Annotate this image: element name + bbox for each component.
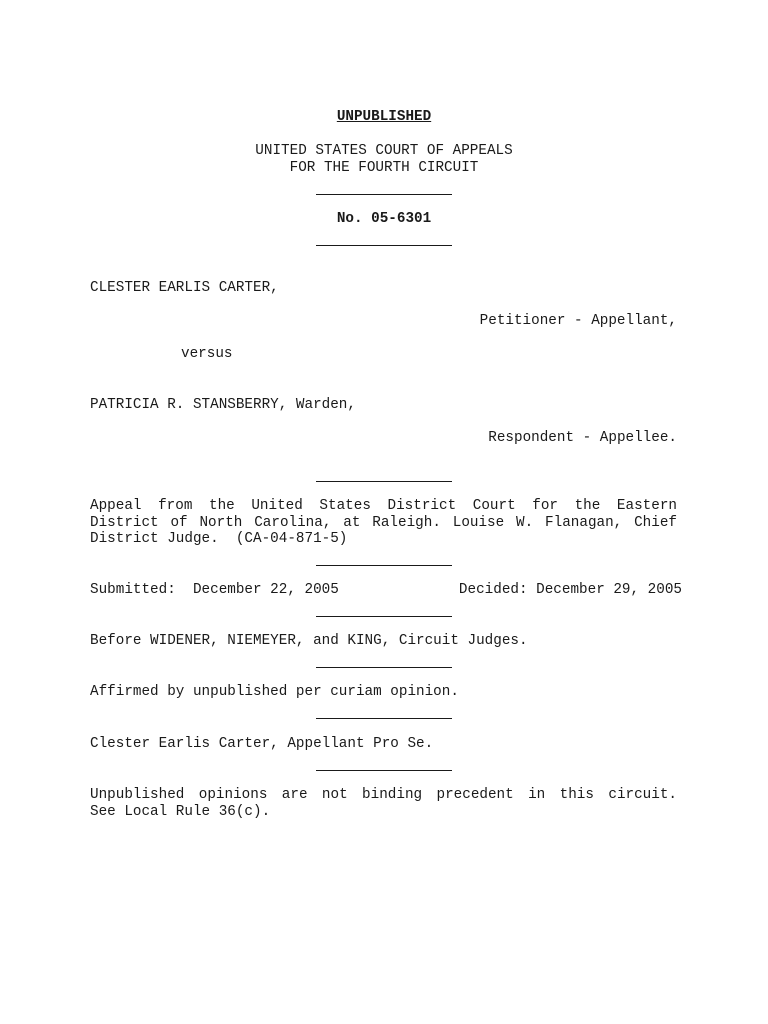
divider-rule [316,245,452,246]
appeal-line-2: District of North Carolina, at Raleigh. Louise W. Flanagan, Chief [90,515,677,531]
respondent-name: PATRICIA R. STANSBERRY, Warden, [90,397,356,413]
panel-judges: Before WIDENER, NIEMEYER, and KING, Circuit Judges. [90,633,528,649]
divider-rule [316,481,452,482]
versus-label: versus [181,346,233,362]
divider-rule [316,667,452,668]
respondent-role: Respondent - Appellee. [488,430,677,446]
appeal-line-3: District Judge. (CA-04-871-5) [90,531,348,547]
divider-rule [316,565,452,566]
submitted-date: Submitted: December 22, 2005 [90,582,339,598]
notice-line-1: Unpublished opinions are not binding precedent in this circuit. [90,787,677,803]
divider-rule [316,194,452,195]
disposition: Affirmed by unpublished per curiam opinion. [90,684,459,700]
counsel: Clester Earlis Carter, Appellant Pro Se. [90,736,434,752]
divider-rule [316,616,452,617]
court-name-line-2: FOR THE FOURTH CIRCUIT [289,160,479,176]
appeal-line-1: Appeal from the United States District Court for the Eastern [90,498,677,514]
unpublished-heading: UNPUBLISHED [336,109,432,125]
decided-date: Decided: December 29, 2005 [458,582,682,598]
petitioner-role: Petitioner - Appellant, [479,313,677,329]
divider-rule [316,770,452,771]
divider-rule [316,718,452,719]
case-number: No. 05-6301 [336,211,432,227]
petitioner-name: CLESTER EARLIS CARTER, [90,280,279,296]
notice-line-2: See Local Rule 36(c). [90,804,271,820]
court-name-line-1: UNITED STATES COURT OF APPEALS [255,143,513,159]
